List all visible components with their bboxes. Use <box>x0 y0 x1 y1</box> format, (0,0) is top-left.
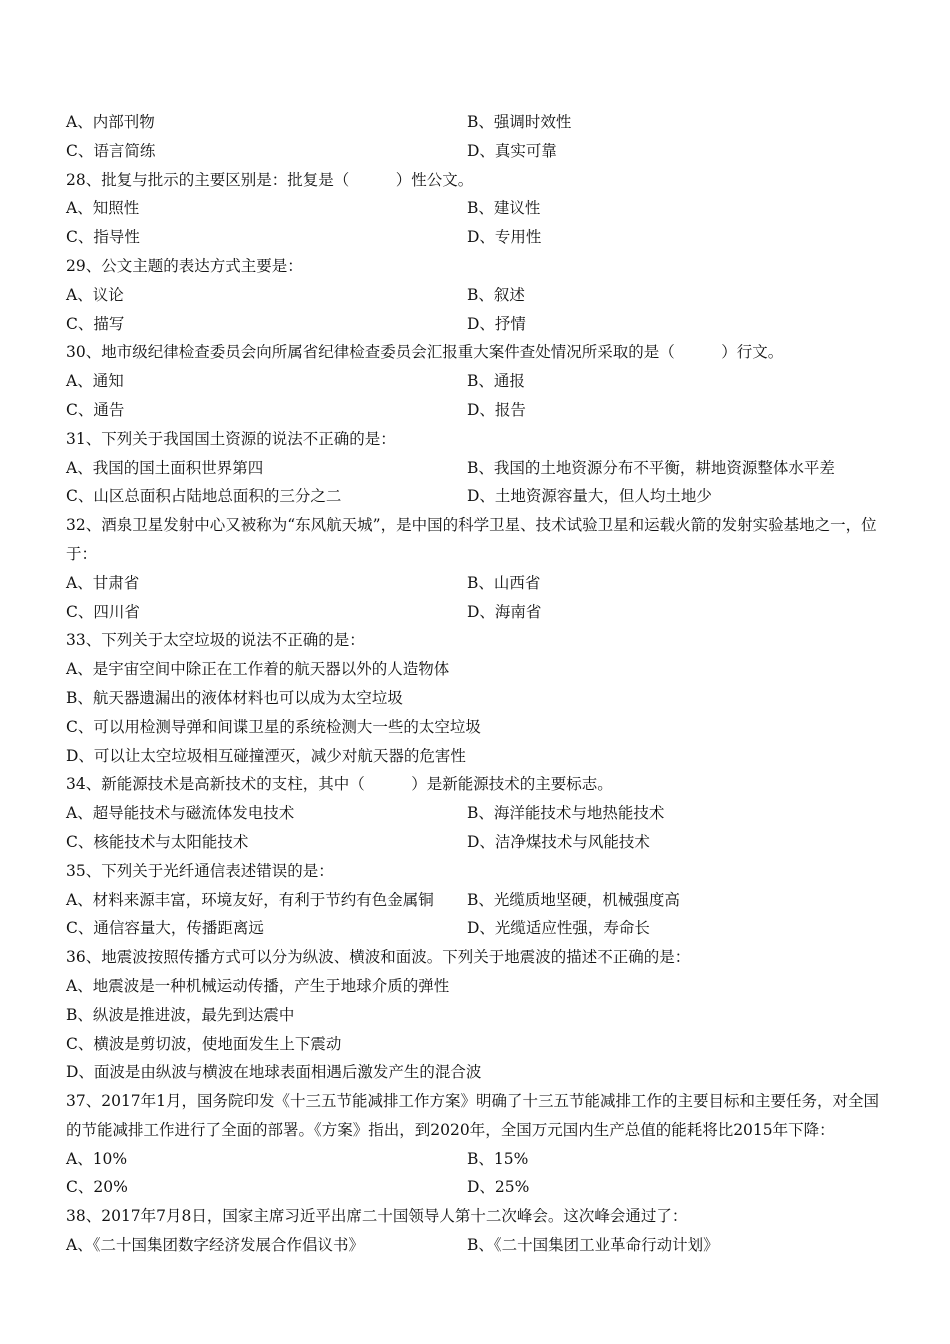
option-text: B、建议性 <box>467 199 541 218</box>
option-text: D、海南省 <box>467 602 542 621</box>
option-text: B、我国的土地资源分布不平衡，耕地资源整体水平差 <box>467 458 835 477</box>
question-text: 38、2017年7月8日，国家主席习近平出席二十国领导人第十二次峰会。这次峰会通过了： <box>66 1207 688 1226</box>
option-row <box>66 310 888 339</box>
option-text: D、真实可靠 <box>467 141 557 160</box>
option-row <box>66 799 888 828</box>
option-row <box>66 281 888 310</box>
option-text: B、叙述 <box>467 285 525 304</box>
option-text: A、是宇宙空间中除正在工作着的航天器以外的人造物体 <box>66 660 450 679</box>
option-text: D、光缆适应性强，寿命长 <box>467 919 650 938</box>
option-text: B、强调时效性 <box>467 113 572 131</box>
option-text: A、通知 <box>66 372 124 391</box>
option-row <box>66 223 888 252</box>
option-text: B、15% <box>467 1149 529 1168</box>
option-text: B、纵波是推进波，最先到达震中 <box>66 1005 295 1024</box>
question-text: 33、下列关于太空垃圾的说法不正确的是： <box>66 631 365 650</box>
option-row <box>66 454 888 483</box>
option-text: C、横波是剪切波，使地面发生上下震动 <box>66 1034 342 1053</box>
option-row <box>66 598 888 627</box>
option-text: C、通告 <box>66 400 125 419</box>
option-text: C、核能技术与太阳能技术 <box>66 832 249 851</box>
question-text: 28、批复与批示的主要区别是：批复是（ ）性公文。 <box>66 170 474 189</box>
option-text: B、海洋能技术与地热能技术 <box>467 804 665 823</box>
option-row <box>66 828 888 857</box>
option-text: A、材料来源丰富，环境友好，有利于节约有色金属铜 <box>66 890 434 909</box>
option-row <box>66 108 888 137</box>
option-text: A、地震波是一种机械运动传播，产生于地球介质的弹性 <box>66 976 450 995</box>
question-text: 30、地市级纪律检查委员会向所属省纪律检查委员会汇报重大案件查处情况所采取的是（ ）行文。 <box>66 343 784 362</box>
option-text: C、语言简练 <box>66 141 156 160</box>
option-text: D、专用性 <box>467 228 542 247</box>
option-row <box>66 886 888 915</box>
option-text: C、指导性 <box>66 228 140 247</box>
option-row <box>66 1145 888 1174</box>
option-row <box>66 396 888 425</box>
option-text: D、可以让太空垃圾相互碰撞湮灭，减少对航天器的危害性 <box>66 746 466 765</box>
option-text: D、25% <box>467 1178 530 1197</box>
option-text: C、描写 <box>66 314 125 333</box>
option-text: C、山区总面积占陆地总面积的三分之二 <box>66 487 342 506</box>
option-text: A、知照性 <box>66 199 140 218</box>
option-row <box>66 1173 888 1202</box>
option-row <box>66 569 888 598</box>
option-text: D、洁净煤技术与风能技术 <box>467 832 650 851</box>
option-row <box>66 137 888 166</box>
question-text: 37、2017年1月，国务院印发《十三五节能减排工作方案》明确了十三五节能减排工作的主要目标和主要任务，对全国的节能减排工作进行了全面的部署。《方案》指出，到2020年，全国万元国内生产总值的能耗将比2015年下降： <box>66 1092 880 1139</box>
option-text: C、通信容量大，传播距离远 <box>66 919 264 938</box>
option-text: A、内部刊物 <box>66 113 155 131</box>
option-text: B、光缆质地坚硬，机械强度高 <box>467 890 680 909</box>
option-text: A、我国的国土面积世界第四 <box>66 458 264 477</box>
exam-page <box>66 108 888 1260</box>
question-text: 35、下列关于光纤通信表述错误的是： <box>66 861 334 880</box>
option-row <box>66 914 888 943</box>
option-row <box>66 367 888 396</box>
option-text: A、议论 <box>66 285 124 304</box>
question-text: 34、新能源技术是高新技术的支柱，其中（ ）是新能源技术的主要标志。 <box>66 775 613 794</box>
option-text: D、报告 <box>467 400 526 419</box>
option-text: D、土地资源容量大，但人均土地少 <box>467 487 712 506</box>
option-text: D、抒情 <box>467 314 526 333</box>
option-row <box>66 482 888 511</box>
option-text: B、《二十国集团工业革命行动计划》 <box>467 1236 719 1255</box>
option-text: B、山西省 <box>467 573 541 592</box>
option-row <box>66 194 888 223</box>
question-text: 29、公文主题的表达方式主要是： <box>66 256 303 275</box>
option-text: A、《二十国集团数字经济发展合作倡议书》 <box>66 1236 364 1255</box>
option-row <box>66 1231 888 1260</box>
question-text: 36、地震波按照传播方式可以分为纵波、横波和面波。下列关于地震波的描述不正确的是： <box>66 948 691 967</box>
option-text: C、20% <box>66 1178 128 1197</box>
option-text: B、航天器遗漏出的液体材料也可以成为太空垃圾 <box>66 688 403 707</box>
option-text: A、10% <box>66 1149 128 1168</box>
option-text: C、可以用检测导弹和间谍卫星的系统检测大一些的太空垃圾 <box>66 717 481 736</box>
question-text: 32、酒泉卫星发射中心又被称为“东风航天城”，是中国的科学卫星、技术试验卫星和运载火箭的发射实验基地之一，位于： <box>66 516 877 563</box>
option-text: C、四川省 <box>66 602 140 621</box>
option-text: A、超导能技术与磁流体发电技术 <box>66 804 295 823</box>
option-text: A、甘肃省 <box>66 573 140 592</box>
question-text: 31、下列关于我国国土资源的说法不正确的是： <box>66 429 396 448</box>
option-text: B、通报 <box>467 372 525 391</box>
option-text: D、面波是由纵波与横波在地球表面相遇后激发产生的混合波 <box>66 1063 482 1082</box>
